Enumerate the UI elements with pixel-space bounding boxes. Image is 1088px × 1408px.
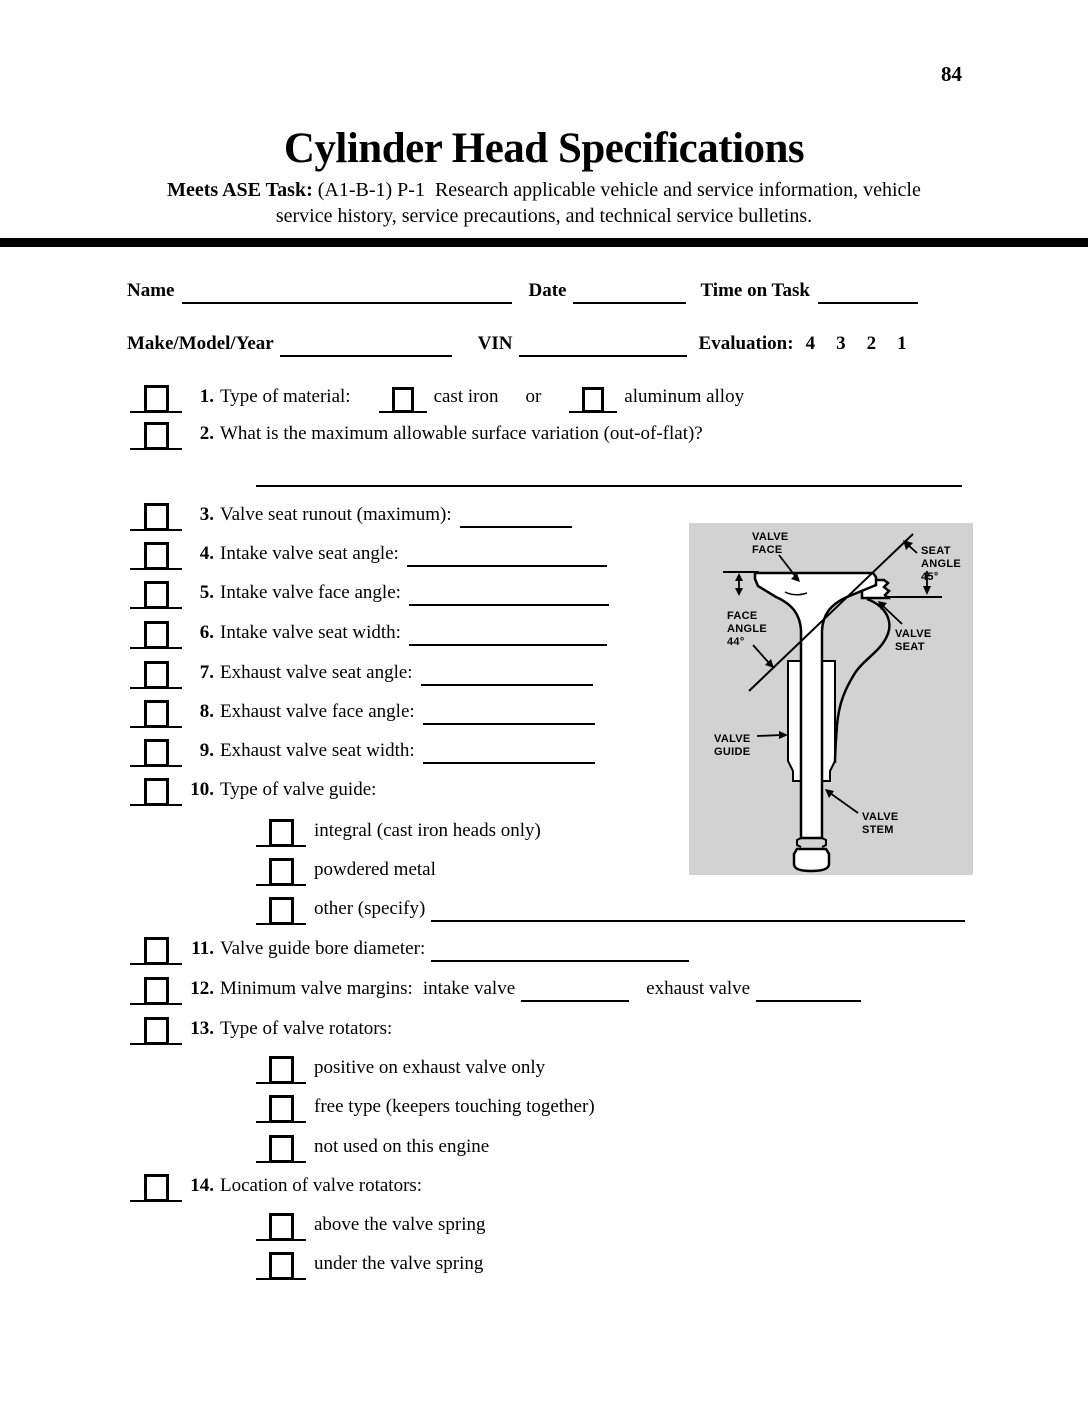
face-angle-label2: ANGLE <box>727 623 767 635</box>
face-angle-label3: 44° <box>727 636 745 648</box>
valve-guide-label2: GUIDE <box>714 746 751 758</box>
item-7-number: 7. <box>199 662 214 683</box>
item-9 <box>130 729 595 767</box>
item-10-text: Type of valve guide: <box>220 779 377 800</box>
checkbox-box <box>269 1213 294 1241</box>
checkbox-box <box>269 897 294 925</box>
item-13-sub-positive <box>256 1046 545 1084</box>
valve-guide-label: VALVE <box>714 733 751 745</box>
item-14-under-label: under the valve spring <box>314 1253 484 1274</box>
item-13-number: 13. <box>190 1018 214 1039</box>
item-4-blank[interactable] <box>407 561 607 567</box>
item-12 <box>130 967 861 1005</box>
checkbox-box <box>269 1252 294 1280</box>
evaluation-score-3[interactable]: 3 <box>836 333 846 354</box>
item-10-integral-label: integral (cast iron heads only) <box>314 820 541 841</box>
item-1-or-label: or <box>525 386 542 407</box>
item-1-cast-iron-label: cast iron <box>433 386 499 407</box>
item-12-intake-blank[interactable] <box>521 996 629 1002</box>
checkbox-box <box>144 581 169 609</box>
checkbox-box <box>144 739 169 767</box>
item-10-sub-integral <box>256 809 541 847</box>
item-10-sub-powdered <box>256 848 436 886</box>
item-9-number: 9. <box>199 740 214 761</box>
item-1-aluminum-checkbox[interactable] <box>569 379 617 413</box>
item-9-checkbox[interactable] <box>130 733 182 767</box>
make-model-year-blank[interactable] <box>280 351 452 357</box>
checkbox-box <box>144 1174 169 1202</box>
item-8-text: Exhaust valve face angle: <box>220 701 415 722</box>
item-8-checkbox[interactable] <box>130 694 182 728</box>
item-5-number: 5. <box>199 582 214 603</box>
item-8-number: 8. <box>199 701 214 722</box>
checkbox-box <box>269 1095 294 1123</box>
evaluation-score-1[interactable]: 1 <box>897 333 907 354</box>
item-10 <box>130 768 376 806</box>
item-3 <box>130 493 572 531</box>
item-11-blank[interactable] <box>431 956 689 962</box>
evaluation-score-4[interactable]: 4 <box>805 333 816 354</box>
item-10-integral-checkbox[interactable] <box>256 813 306 847</box>
item-13-positive-label: positive on exhaust valve only <box>314 1057 546 1078</box>
item-2 <box>130 412 703 450</box>
item-12-text: Minimum valve margins: <box>220 978 413 999</box>
item-1-checkbox[interactable] <box>130 379 182 413</box>
make-model-year-label: Make/Model/Year <box>127 333 274 354</box>
checkbox-box <box>392 387 414 413</box>
item-1-aluminum-label: aluminum alloy <box>624 386 745 407</box>
item-3-number: 3. <box>199 504 214 525</box>
valve-face-label: VALVE <box>752 531 789 543</box>
item-5-text: Intake valve face angle: <box>220 582 401 603</box>
item-8 <box>130 690 595 728</box>
item-7-text: Exhaust valve seat angle: <box>220 662 413 683</box>
valve-guide-pointer-line <box>757 735 782 736</box>
evaluation-label: Evaluation: <box>698 333 794 354</box>
page-title: Cylinder Head Specifications <box>283 125 805 172</box>
item-12-exhaust-label: exhaust valve <box>646 978 751 999</box>
item-14-above-label: above the valve spring <box>314 1214 486 1235</box>
checkbox-box <box>144 503 169 531</box>
checkbox-box <box>269 1056 294 1084</box>
item-11-text: Valve guide bore diameter: <box>220 938 426 959</box>
item-14-under-checkbox[interactable] <box>256 1246 306 1280</box>
item-7-blank[interactable] <box>421 680 593 686</box>
item-10-powdered-label: powdered metal <box>314 859 436 880</box>
item-13-free-label: free type (keepers touching together) <box>314 1096 595 1117</box>
valve-stem-label: VALVE <box>862 811 899 823</box>
vin-blank[interactable] <box>519 351 687 357</box>
item-14-sub-above <box>256 1203 485 1241</box>
item-6-text: Intake valve seat width: <box>220 622 401 643</box>
ase-task-label: Meets ASE Task: <box>167 179 313 201</box>
checkbox-box <box>144 422 169 450</box>
name-label: Name <box>127 280 175 301</box>
item-10-other-blank[interactable] <box>431 916 965 922</box>
item-1-cast-iron-checkbox[interactable] <box>379 379 427 413</box>
item-3-checkbox[interactable] <box>130 497 182 531</box>
item-10-other-label: other (specify) <box>314 898 426 919</box>
item-12-number: 12. <box>190 978 214 999</box>
item-14-above-checkbox[interactable] <box>256 1207 306 1241</box>
checkbox-box <box>144 542 169 570</box>
item-14-checkbox[interactable] <box>130 1168 182 1202</box>
date-label: Date <box>528 280 567 301</box>
evaluation-score-2[interactable]: 2 <box>866 333 877 354</box>
name-blank[interactable] <box>182 298 512 304</box>
time-on-task-blank[interactable] <box>818 298 918 304</box>
item-12-intake-label: intake valve <box>422 978 516 999</box>
vin-label: VIN <box>477 333 513 354</box>
item-11-number: 11. <box>191 938 214 959</box>
ase-task-line2: service history, service precautions, and technical service bulletins. <box>275 205 813 227</box>
item-13-checkbox[interactable] <box>130 1011 182 1045</box>
ase-task-line1: (A1-B-1) P-1 Research applicable vehicle and service information, vehicle <box>317 179 921 201</box>
checkbox-box <box>144 621 169 649</box>
valve-guide-left-shape <box>788 661 801 781</box>
item-2-text: What is the maximum allowable surface variation (out-of-flat)? <box>220 423 703 444</box>
item-14 <box>130 1164 422 1202</box>
checkbox-box <box>269 819 294 847</box>
item-6-checkbox[interactable] <box>130 615 182 649</box>
item-2-number: 2. <box>199 423 214 444</box>
item-10-sub-other <box>256 887 965 925</box>
item-7-checkbox[interactable] <box>130 655 182 689</box>
item-10-checkbox[interactable] <box>130 772 182 806</box>
face-angle-label: FACE <box>727 610 758 622</box>
name-date-row <box>127 276 918 306</box>
item-4 <box>130 532 607 570</box>
valve-tip-cap <box>794 849 829 871</box>
valve-stem-label2: STEM <box>862 824 894 836</box>
checkbox-box <box>144 778 169 806</box>
valve-face-label2: FACE <box>752 544 783 556</box>
item-14-sub-under <box>256 1242 483 1280</box>
item-6-number: 6. <box>199 622 214 643</box>
checkbox-box <box>144 385 169 413</box>
item-4-checkbox[interactable] <box>130 536 182 570</box>
item-8-blank[interactable] <box>423 719 595 725</box>
seat-angle-label: SEAT <box>921 545 951 557</box>
item-3-text: Valve seat runout (maximum): <box>220 504 452 525</box>
item-13-positive-checkbox[interactable] <box>256 1050 306 1084</box>
item-2-answer-blank[interactable] <box>256 483 962 487</box>
item-12-exhaust-blank[interactable] <box>756 996 861 1002</box>
valve-diagram <box>689 523 973 875</box>
item-5-blank[interactable] <box>409 600 609 606</box>
item-4-text: Intake valve seat angle: <box>220 543 399 564</box>
time-on-task-label: Time on Task <box>700 280 810 301</box>
seat-angle-label2: ANGLE <box>921 558 961 570</box>
item-13-free-checkbox[interactable] <box>256 1089 306 1123</box>
item-13 <box>130 1007 392 1045</box>
date-blank[interactable] <box>573 298 686 304</box>
item-7 <box>130 651 593 689</box>
item-13-text: Type of valve rotators: <box>220 1018 393 1039</box>
checkbox-box <box>269 858 294 886</box>
item-10-number: 10. <box>190 779 214 800</box>
item-1-number: 1. <box>199 386 214 407</box>
checkbox-box <box>269 1135 294 1163</box>
checkbox-box <box>144 937 169 965</box>
item-14-text: Location of valve rotators: <box>220 1175 423 1196</box>
item-6-blank[interactable] <box>409 640 607 646</box>
checkbox-box <box>582 387 604 413</box>
valve-seat-label2: SEAT <box>895 641 925 653</box>
checkbox-box <box>144 661 169 689</box>
checkbox-box <box>144 1017 169 1045</box>
item-11-checkbox[interactable] <box>130 931 182 965</box>
item-13-sub-notused <box>256 1125 489 1163</box>
item-5-checkbox[interactable] <box>130 575 182 609</box>
item-9-blank[interactable] <box>423 758 595 764</box>
seat-angle-label3: 45° <box>921 571 939 583</box>
item-2-checkbox[interactable] <box>130 416 182 450</box>
vehicle-row <box>127 329 907 359</box>
item-13-notused-label: not used on this engine <box>314 1136 490 1157</box>
checkbox-box <box>144 700 169 728</box>
header-divider <box>0 238 1088 247</box>
item-5 <box>130 571 609 609</box>
item-9-text: Exhaust valve seat width: <box>220 740 415 761</box>
item-1-text: Type of material: <box>220 386 351 407</box>
item-13-notused-checkbox[interactable] <box>256 1129 306 1163</box>
item-14-number: 14. <box>190 1175 214 1196</box>
page-number: 84 <box>941 62 962 86</box>
checkbox-box <box>144 977 169 1005</box>
item-10-other-checkbox[interactable] <box>256 891 306 925</box>
ase-task-note <box>0 177 1088 229</box>
valve-guide-right-shape <box>822 661 835 781</box>
item-13-sub-free <box>256 1085 595 1123</box>
item-6 <box>130 611 607 649</box>
valve-seat-label: VALVE <box>895 628 932 640</box>
item-10-powdered-checkbox[interactable] <box>256 852 306 886</box>
item-1 <box>130 375 744 413</box>
item-3-blank[interactable] <box>460 522 572 528</box>
item-4-number: 4. <box>199 543 214 564</box>
item-12-checkbox[interactable] <box>130 971 182 1005</box>
item-11 <box>130 927 689 965</box>
